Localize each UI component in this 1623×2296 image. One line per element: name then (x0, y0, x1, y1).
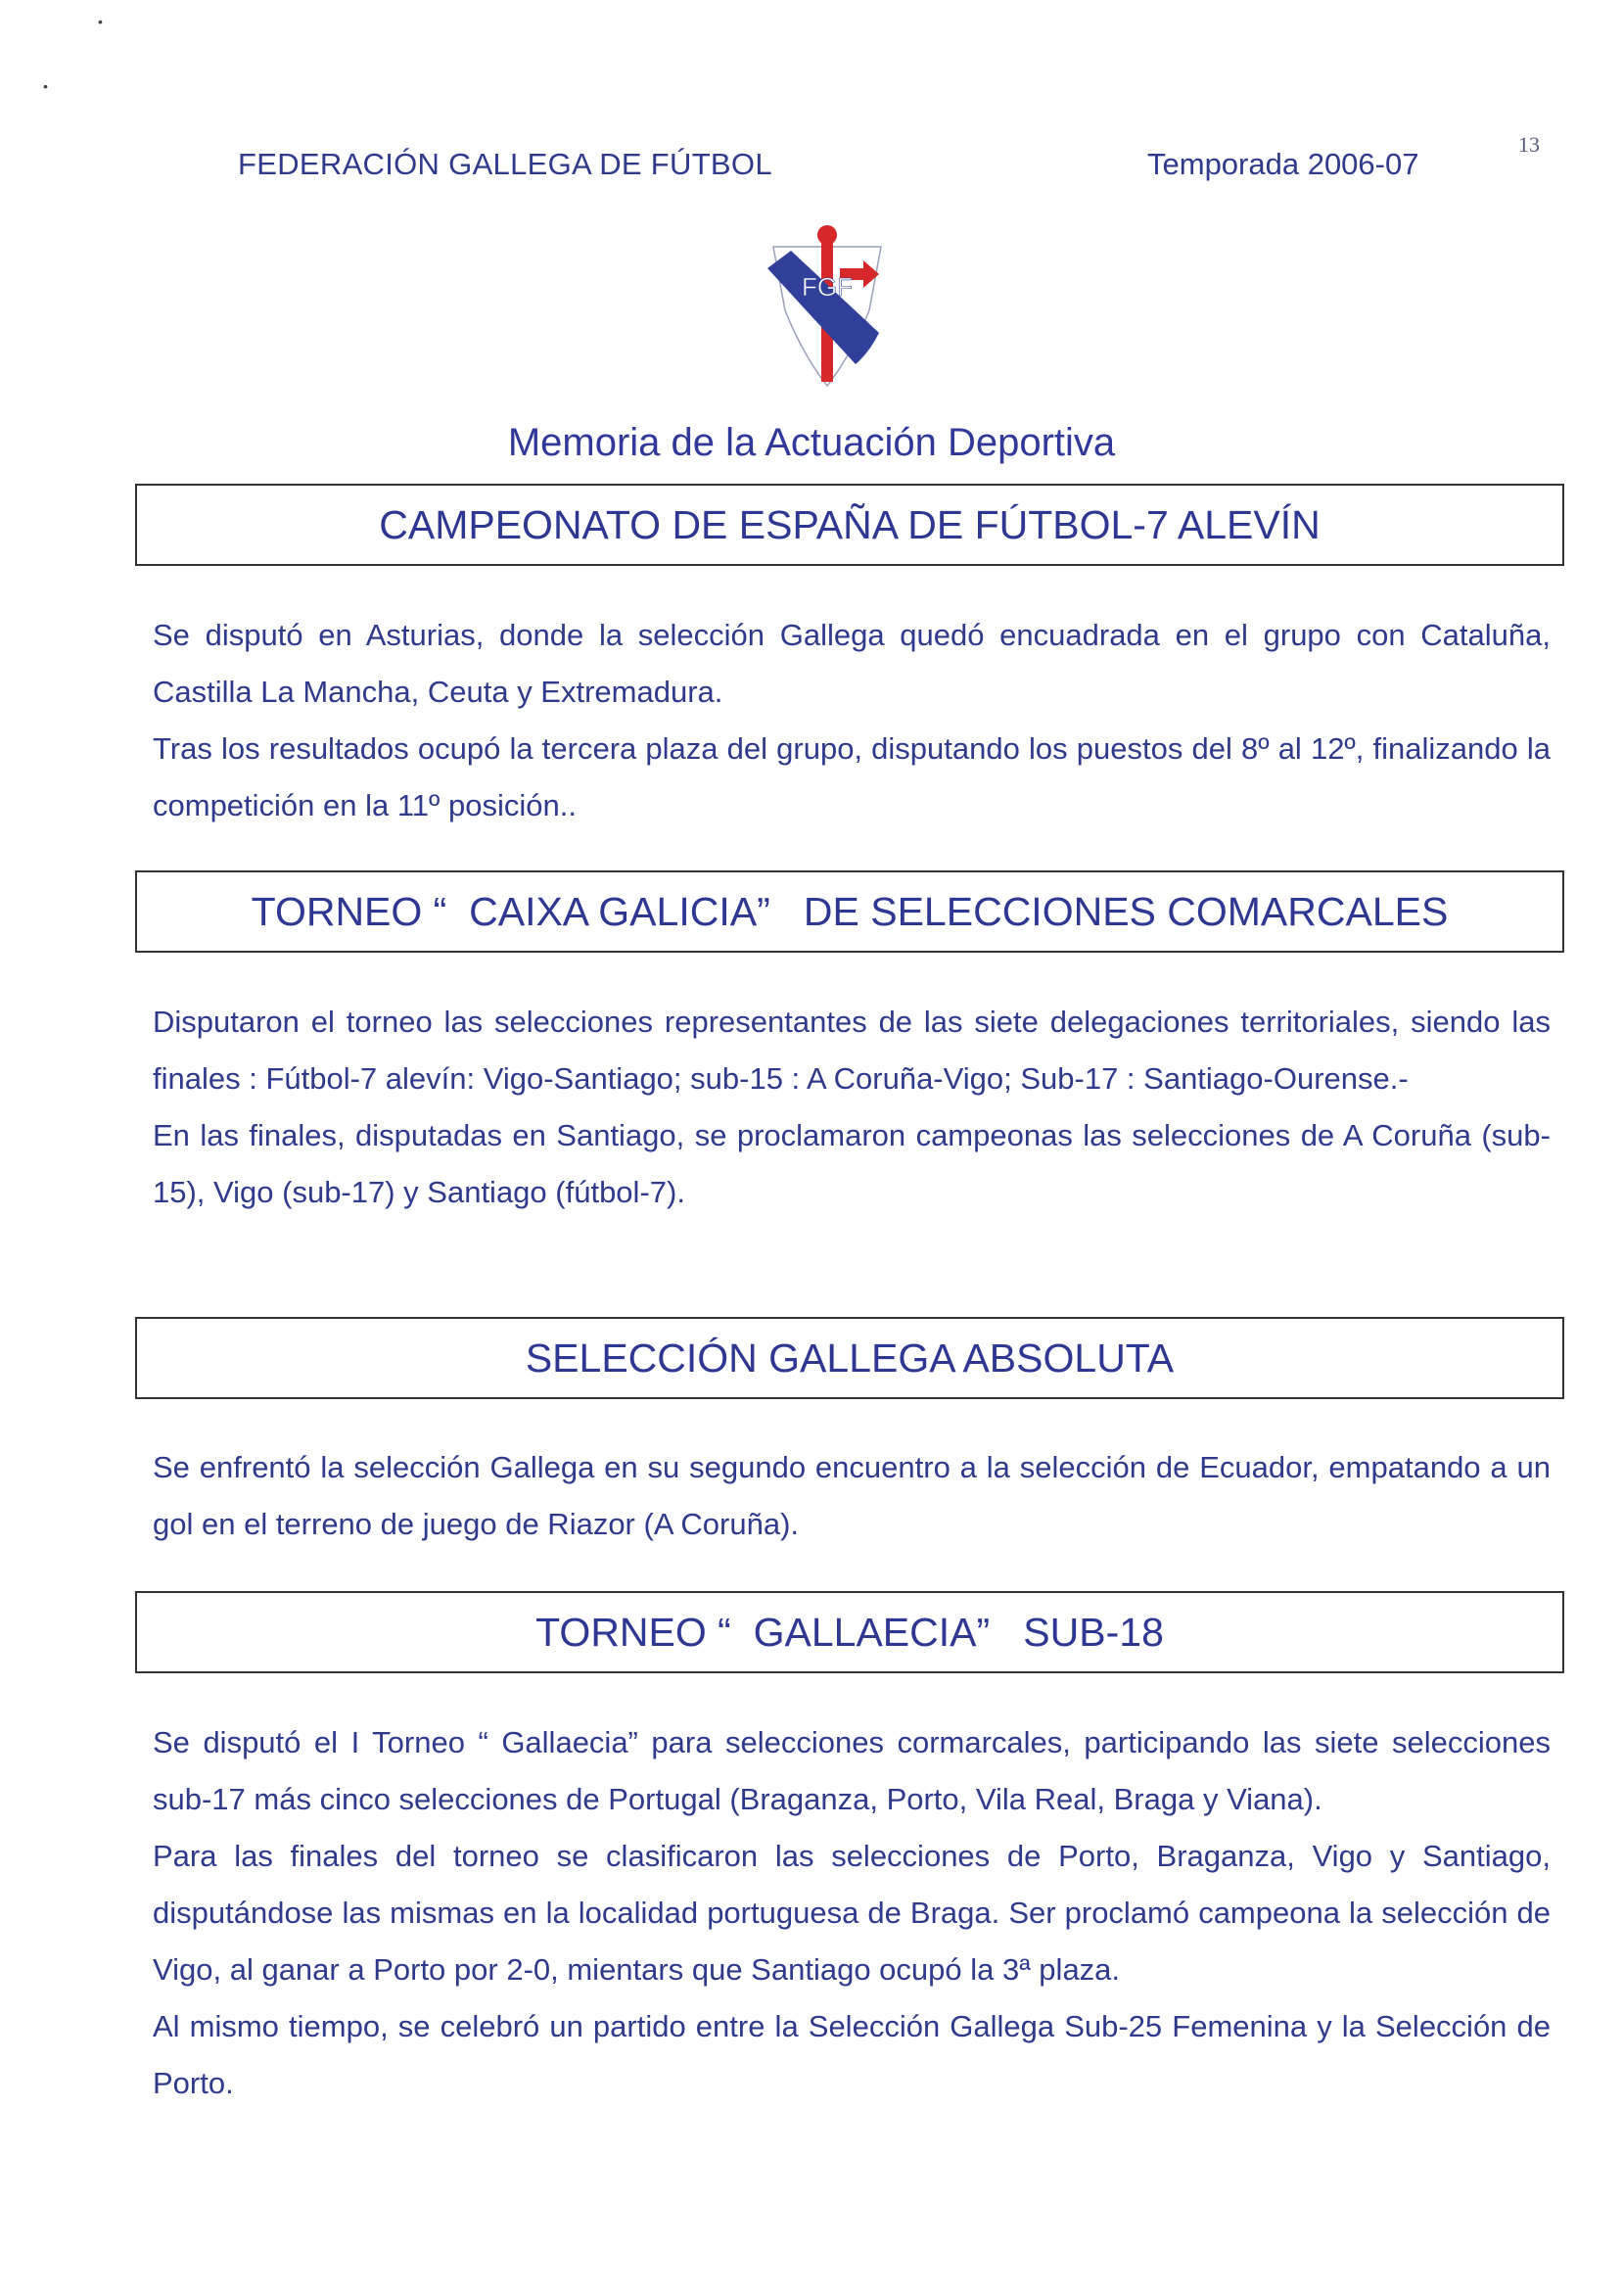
paragraph: Tras los resultados ocupó la tercera plaza del grupo, disputando los puestos del 8º al 12º, finalizando la competición en la 11º posición.. (153, 731, 1551, 822)
section-body-seleccion-absoluta (153, 1439, 1551, 1553)
section-heading-gallaecia: TORNEO “ GALLAECIA” SUB-18 (135, 1591, 1564, 1673)
scan-speck: • (98, 14, 103, 29)
federation-header: FEDERACIÓN GALLEGA DE FÚTBOL (238, 147, 772, 181)
section-body-gallaecia (153, 1714, 1551, 2112)
paragraph: Disputaron el torneo las selecciones representantes de las siete delegaciones territoriales, siendo las finales : Fútbol-7 alevín: Vigo-Santiago; sub-15 : A Coruña-Vigo; Sub-17 : Santiago-Ourense.- (153, 1005, 1551, 1096)
paragraph: Para las finales del torneo se clasificaron las selecciones de Porto, Braganza, Vigo y Santiago, disputándose las mismas en la localidad portuguesa de Braga. Ser proclamó campeona la selección de Vigo, al ganar a Porto por 2-0, mientars que Santiago ocupó la 3ª plaza. (153, 1839, 1551, 1987)
paragraph: En las finales, disputadas en Santiago, se proclamaron campeonas las selecciones de A Coruña (sub-15), Vigo (sub-17) y Santiago (fútbol-7). (153, 1118, 1551, 1209)
fgf-crest-icon (754, 217, 901, 394)
section-body-campeonato (153, 607, 1551, 834)
fgf-crest-logo (754, 217, 901, 394)
page-number: 13 (1518, 132, 1540, 157)
paragraph: Se disputó en Asturias, donde la selección Gallega quedó encuadrada en el grupo con Cataluña, Castilla La Mancha, Ceuta y Extremadura. (153, 618, 1551, 709)
paragraph: Al mismo tiempo, se celebró un partido entre la Selección Gallega Sub-25 Femenina y la Selección de Porto. (153, 2009, 1551, 2100)
paragraph: Se enfrentó la selección Gallega en su segundo encuentro a la selección de Ecuador, empatando a un gol en el terreno de juego de Riazor (A Coruña). (153, 1450, 1551, 1541)
section-heading-seleccion-absoluta: SELECCIÓN GALLEGA ABSOLUTA (135, 1317, 1564, 1399)
section-heading-caixa-galicia: TORNEO “ CAIXA GALICIA” DE SELECCIONES COMARCALES (135, 870, 1564, 953)
crest-letters: FGF (802, 272, 853, 302)
section-heading-campeonato: CAMPEONATO DE ESPAÑA DE FÚTBOL-7 ALEVÍN (135, 484, 1564, 566)
section-body-caixa-galicia (153, 994, 1551, 1221)
season-header: Temporada 2006-07 (1147, 147, 1419, 181)
document-title: Memoria de la Actuación Deportiva (507, 421, 1116, 464)
scan-speck: • (43, 78, 48, 94)
paragraph: Se disputó el I Torneo “ Gallaecia” para selecciones cormarcales, participando las siete selecciones sub-17 más cinco selecciones de Portugal (Braganza, Porto, Vila Real, Braga y Viana). (153, 1725, 1551, 1816)
